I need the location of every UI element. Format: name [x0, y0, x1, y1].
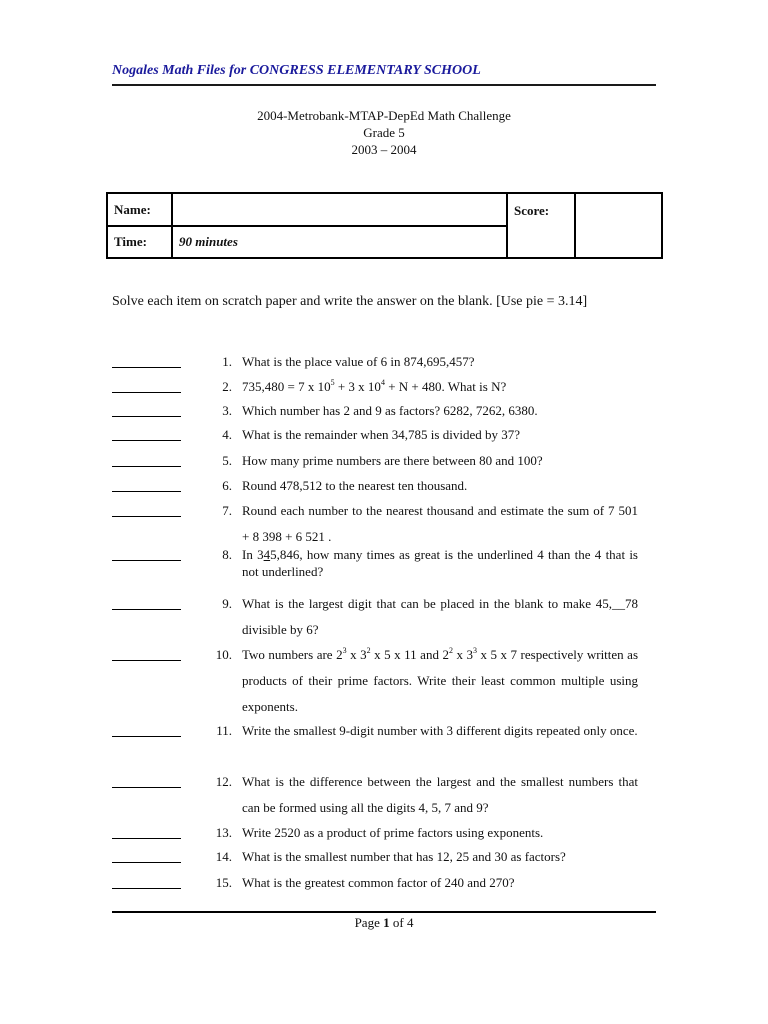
question-text: What is the difference between the largest and the smallest numbers that can be formed using all the digits 4, 5, 7 and 9?: [242, 774, 638, 815]
question-number: 10.: [215, 647, 232, 662]
question-number: 8.: [222, 547, 232, 562]
answer-blank[interactable]: [112, 724, 181, 737]
question-text: In 345,846, how many times as great is the underlined 4 than the 4 that is not underlined?: [242, 547, 638, 579]
question-text: Which number has 2 and 9 as factors? 6282, 7262, 6380.: [242, 403, 538, 418]
question-text: What is the place value of 6 in 874,695,457?: [242, 354, 475, 369]
answer-blank[interactable]: [112, 775, 181, 788]
question-number: 13.: [215, 825, 232, 840]
contest-title: 2004-Metrobank-MTAP-DepEd Math Challenge: [257, 108, 511, 123]
question-number: 11.: [216, 723, 232, 738]
answer-blank[interactable]: [112, 355, 181, 368]
title-block: [112, 107, 656, 158]
score-field[interactable]: [575, 193, 662, 258]
question-text: Write the smallest 9-digit number with 3 different digits repeated only once.: [242, 723, 638, 738]
answer-blank[interactable]: [112, 504, 181, 517]
question-number: 14.: [215, 849, 232, 864]
question-number: 1.: [222, 354, 232, 369]
score-label: Score:: [507, 193, 575, 258]
info-table: [106, 192, 663, 259]
answer-blank[interactable]: [112, 826, 181, 839]
answer-blank[interactable]: [112, 428, 181, 441]
answer-blank[interactable]: [112, 404, 181, 417]
total-pages: 4: [406, 915, 414, 930]
answer-blank[interactable]: [112, 454, 181, 467]
answer-blank[interactable]: [112, 548, 181, 561]
question-number: 12.: [215, 774, 232, 789]
instructions: Solve each item on scratch paper and write the answer on the blank. [Use pie = 3.14]: [112, 294, 588, 309]
answer-blank[interactable]: [112, 479, 181, 492]
question-number: 4.: [222, 427, 232, 442]
question-number: 5.: [222, 453, 232, 468]
school-year: 2003 – 2004: [351, 142, 417, 157]
question-number: 2.: [222, 379, 232, 394]
question-text: What is the greatest common factor of 240 and 270?: [242, 875, 515, 890]
question-number: 6.: [222, 478, 232, 493]
current-page: 1: [383, 915, 390, 930]
question-number: 9.: [222, 596, 232, 611]
question-number: 7.: [222, 503, 232, 518]
answer-blank[interactable]: [112, 380, 181, 393]
header-prefix: Nogales Math Files for: [112, 63, 250, 78]
question-text: Round 478,512 to the nearest ten thousand.: [242, 478, 468, 493]
grade-level: Grade 5: [363, 125, 405, 140]
school-name: CONGRESS ELEMENTARY SCHOOL: [249, 63, 481, 78]
question-number: 3.: [222, 403, 232, 418]
answer-blank[interactable]: [112, 648, 181, 661]
footer-divider: [112, 911, 656, 913]
answer-blank[interactable]: [112, 850, 181, 863]
answer-blank[interactable]: [112, 597, 181, 610]
answer-blank[interactable]: [112, 876, 181, 889]
question-text: What is the smallest number that has 12, 25 and 30 as factors?: [242, 849, 566, 864]
question-text: Two numbers are $2^3$ x $3^2$ x 5 x 11 and $2^2$ x $3^3$ x 5 x 7 respectively written as products of their prime factors. Write their least common multiple using exponents.: [242, 645, 639, 714]
document-header: [112, 63, 656, 86]
question-text: Round each number to the nearest thousand and estimate the sum of 7 501 + 8 398 + 6 521 .: [242, 503, 638, 544]
question-text: What is the remainder when 34,785 is divided by 37?: [242, 427, 520, 442]
question-text: Write 2520 as a product of prime factors using exponents.: [242, 825, 544, 840]
name-label: Name:: [107, 193, 172, 226]
question-text: What is the largest digit that can be placed in the blank to make 45,__78 divisible by 6?: [242, 596, 638, 637]
time-label: Time:: [107, 226, 172, 258]
underlined-digit: 4: [263, 547, 271, 562]
name-field[interactable]: [172, 193, 507, 226]
question-text: 735,480 = 7 x $10^5 + 3$ x $10^4 + N + 480$. What is N?: [242, 377, 507, 394]
question-text: How many prime numbers are there between 80 and 100?: [242, 453, 543, 468]
question-number: 15.: [215, 875, 232, 890]
time-value: 90 minutes: [172, 226, 507, 258]
page-footer: Page 1 of 4: [354, 915, 414, 930]
